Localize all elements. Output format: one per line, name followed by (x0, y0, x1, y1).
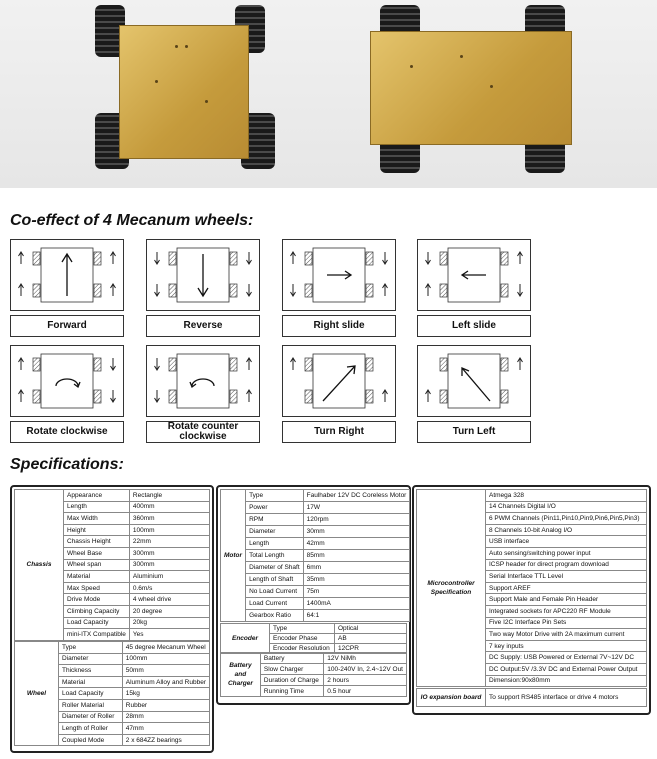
wheel-icon (230, 284, 237, 297)
spec-key: Diameter (59, 653, 123, 665)
move-diagram (282, 345, 396, 417)
spec-key: Battery (260, 653, 323, 664)
move-diagram-svg (11, 346, 123, 416)
wheel-direction-arrow (19, 284, 24, 296)
move-label: Right slide (282, 315, 396, 337)
spec-value: 20kg (129, 617, 209, 629)
move-diagram-svg (147, 346, 259, 416)
motor-spec-table (220, 489, 410, 622)
spec-value: 28mm (122, 711, 209, 723)
spec-key: Encoder Resolution (270, 644, 335, 654)
move-label: Forward (10, 315, 124, 337)
spec-key: Coupled Mode (59, 734, 123, 746)
wheel-direction-arrow (291, 284, 296, 296)
wheel-icon (366, 284, 373, 297)
spec-key: Power (246, 502, 304, 514)
spec-key: Type (59, 642, 123, 654)
spec-value: Aluminum Alloy and Rubber (122, 676, 209, 688)
spec-value: Rubber (122, 699, 209, 711)
robot-angled-view (95, 5, 285, 180)
spec-key: Diameter (246, 526, 304, 538)
wheel-direction-arrow (518, 252, 523, 264)
wheel-direction-arrow (247, 252, 252, 264)
spec-key: Max Speed (64, 582, 130, 594)
wheel-direction-arrow (426, 252, 431, 264)
spec-row (221, 526, 410, 538)
spec-key: Length (246, 538, 304, 550)
spec-row (221, 610, 410, 622)
spec-key: RPM (246, 514, 304, 526)
wheel-icon (33, 284, 40, 297)
spec-value: Aluminium (129, 571, 209, 583)
wheel-icon (501, 252, 508, 265)
spec-row (15, 642, 210, 654)
spec-key: Diameter of Shaft (246, 562, 304, 574)
wheel-icon (501, 358, 508, 371)
move-diagram (282, 239, 396, 311)
spec-value: 2 x 684ZZ bearings (122, 734, 209, 746)
spec-value: 400mm (129, 501, 209, 513)
wheel-icon (230, 252, 237, 265)
spec-key: Chassis Height (64, 536, 130, 548)
spec-row (221, 514, 410, 526)
spec-key: Total Length (246, 550, 304, 562)
move-label: Turn Right (282, 421, 396, 443)
spec-value: 42mm (303, 538, 410, 550)
spec-value: 360mm (129, 513, 209, 525)
robot-body-outline (313, 354, 365, 408)
wheel-direction-arrow (247, 284, 252, 296)
spec-value: 8 Channels 10-bit Analog I/O (486, 524, 647, 536)
wheel-icon (440, 358, 447, 371)
spec-value: 20 degree (129, 605, 209, 617)
spec-panel-motor (216, 485, 411, 705)
wheel-direction-arrow (19, 358, 24, 370)
wheel-direction-arrow (247, 358, 252, 370)
spec-row (221, 624, 407, 634)
spec-value: 300mm (129, 559, 209, 571)
wheel-icon (33, 390, 40, 403)
wheel-direction-arrow (155, 390, 160, 402)
wheel-icon (94, 358, 101, 371)
wheel-icon (33, 252, 40, 265)
spec-value: Support AREF (486, 582, 647, 594)
wheel-icon (33, 358, 40, 371)
wheel-icon (501, 284, 508, 297)
spec-key: Max Width (64, 513, 130, 525)
spec-value: 22mm (129, 536, 209, 548)
spec-row (417, 490, 647, 502)
spec-value: 30mm (303, 526, 410, 538)
wheel-direction-arrow (426, 284, 431, 296)
wheel-icon (366, 252, 373, 265)
move-diagram-svg (418, 346, 530, 416)
spec-value: Five I2C Interface Pin Sets (486, 617, 647, 629)
spec-group-label: Motor (221, 490, 246, 622)
wheel-icon (169, 390, 176, 403)
move-label: Turn Left (417, 421, 531, 443)
spec-value: 120rpm (303, 514, 410, 526)
wheel-direction-arrow (426, 390, 431, 402)
wheel-direction-arrow (155, 252, 160, 264)
spec-group-label: Encoder (221, 624, 270, 654)
wheel-direction-arrow (155, 284, 160, 296)
spec-value: 0.6m/s (129, 582, 209, 594)
wheel-direction-arrow (518, 358, 523, 370)
spec-value: 50mm (122, 665, 209, 677)
spec-value: Support Male and Female Pin Header (486, 594, 647, 606)
spec-key: Gearbox Ratio (246, 610, 304, 622)
spec-value: DC Supply: USB Powered or External 7V~12V DC (486, 652, 647, 664)
spec-value: 6 PWM Channels (Pin11,Pin10,Pin9,Pin6,Pin5,Pin3) (486, 513, 647, 525)
spec-value: Atmega 328 (486, 490, 647, 502)
spec-value: Optical (335, 624, 407, 634)
spec-value: 1400mA (303, 598, 410, 610)
spec-row (221, 562, 410, 574)
move-diagram-svg (418, 240, 530, 310)
spec-value: 100mm (122, 653, 209, 665)
move-diagram (10, 239, 124, 311)
spec-value: Serial Interface TTL Level (486, 571, 647, 583)
wheel-direction-arrow (111, 390, 116, 402)
spec-row (221, 586, 410, 598)
spec-row (417, 689, 647, 707)
wheel-icon (501, 390, 508, 403)
spec-value: 2 hours (324, 675, 407, 686)
spec-value: 64:1 (303, 610, 410, 622)
spec-value: Two way Motor Drive with 2A maximum current (486, 629, 647, 641)
chassis-spec-table (14, 489, 210, 641)
spec-key: Material (59, 676, 123, 688)
spec-value: Auto sensing/switching power input (486, 547, 647, 559)
spec-key: Wheel span (64, 559, 130, 571)
spec-key: Diameter of Roller (59, 711, 123, 723)
wheel-direction-arrow (383, 252, 388, 264)
spec-value: 14 Channels Digital I/O (486, 501, 647, 513)
move-diagram-svg (147, 240, 259, 310)
wheel-direction-arrow (383, 284, 388, 296)
wheel-direction-arrow (111, 252, 116, 264)
wheel-icon (366, 390, 373, 403)
spec-key: Load Capacity (64, 617, 130, 629)
specs-heading: Specifications: (10, 456, 124, 473)
spec-value: To support RS485 interface or drive 4 motors (486, 689, 647, 707)
wheel-icon (230, 390, 237, 403)
spec-value: 35mm (303, 574, 410, 586)
spec-value: DC Output:5V /3.3V DC and External Power Output (486, 663, 647, 675)
spec-key: Encoder Phase (270, 634, 335, 644)
spec-row (221, 538, 410, 550)
spec-key: No Load Current (246, 586, 304, 598)
product-photo-banner (0, 0, 657, 188)
spec-key: Length of Roller (59, 723, 123, 735)
wheel-direction-arrow (19, 390, 24, 402)
spec-group-label: IO expansion board (417, 689, 486, 707)
spec-row (221, 653, 407, 664)
robot-body-outline (448, 354, 500, 408)
move-diagram (10, 345, 124, 417)
wheel-icon (169, 252, 176, 265)
spec-value: 85mm (303, 550, 410, 562)
spec-key: Load Current (246, 598, 304, 610)
spec-value: 0.5 hour (324, 686, 407, 697)
move-label: Rotate counter clockwise (146, 421, 260, 443)
spec-key: Roller Material (59, 699, 123, 711)
spec-panel-controller (412, 485, 651, 715)
spec-value: USB interface (486, 536, 647, 548)
spec-value: Integrated sockets for APC220 RF Module (486, 605, 647, 617)
spec-value: 12V NiMh (324, 653, 407, 664)
spec-group-label: Chassis (15, 490, 64, 641)
spec-value: Rectangle (129, 490, 209, 502)
wheel-spec-table (14, 641, 210, 746)
spec-value: 15kg (122, 688, 209, 700)
spec-row (221, 502, 410, 514)
wheel-icon (94, 252, 101, 265)
spec-value: 300mm (129, 547, 209, 559)
robot-body-outline (41, 354, 93, 408)
move-diagram (146, 239, 260, 311)
controller-spec-table (416, 489, 647, 687)
spec-key: Type (270, 624, 335, 634)
spec-key: Appearance (64, 490, 130, 502)
spec-key: Length (64, 501, 130, 513)
spec-value: 100-240V In, 2.4~12V Out (324, 664, 407, 675)
spec-row (221, 598, 410, 610)
wheel-direction-arrow (19, 252, 24, 264)
robot-top-view (370, 5, 580, 180)
spec-value: AB (335, 634, 407, 644)
wheel-direction-arrow (155, 358, 160, 370)
move-diagram (417, 239, 531, 311)
spec-value: 7 key inputs (486, 640, 647, 652)
battery-spec-table (220, 652, 407, 697)
wheel-icon (305, 284, 312, 297)
spec-value: 47mm (122, 723, 209, 735)
move-label: Rotate clockwise (10, 421, 124, 443)
wheel-icon (305, 252, 312, 265)
move-label: Left slide (417, 315, 531, 337)
move-diagram-svg (11, 240, 123, 310)
spec-value: 12CPR (335, 644, 407, 654)
spec-group-label: Wheel (15, 642, 59, 746)
spec-key: mini-ITX Compatible (64, 629, 130, 641)
move-diagram-svg (283, 240, 395, 310)
move-label: Reverse (146, 315, 260, 337)
spec-key: Slow Charger (260, 664, 323, 675)
spec-key: Duration of Charge (260, 675, 323, 686)
spec-group-label: Microcontroller Specification (417, 490, 486, 687)
spec-row (15, 490, 210, 502)
spec-key: Climbing Capacity (64, 605, 130, 617)
move-diagram (417, 345, 531, 417)
move-diagram-svg (283, 346, 395, 416)
io-spec-table (416, 688, 647, 707)
spec-value: Dimension:90x80mm (486, 675, 647, 687)
wheel-icon (305, 358, 312, 371)
spec-value: 6mm (303, 562, 410, 574)
spec-group-label: Battery and Charger (221, 653, 261, 697)
spec-value: 75m (303, 586, 410, 598)
wheel-direction-arrow (291, 358, 296, 370)
spec-key: Drive Mode (64, 594, 130, 606)
wheel-direction-arrow (383, 390, 388, 402)
spec-value: 4 wheel drive (129, 594, 209, 606)
wheel-direction-arrow (247, 390, 252, 402)
wheel-icon (94, 284, 101, 297)
robot-body-outline (177, 354, 229, 408)
spec-key: Load Capacity (59, 688, 123, 700)
wheel-icon (440, 390, 447, 403)
wheel-icon (366, 358, 373, 371)
spec-key: Material (64, 571, 130, 583)
spec-value: 45 degree Mecanum Wheel (122, 642, 209, 654)
wheels-heading: Co-effect of 4 Mecanum wheels: (10, 212, 254, 229)
wheel-direction-arrow (111, 358, 116, 370)
wheel-icon (94, 390, 101, 403)
spec-key: Type (246, 490, 304, 502)
spec-value: Yes (129, 629, 209, 641)
wheel-direction-arrow (111, 284, 116, 296)
spec-key: Wheel Base (64, 547, 130, 559)
encoder-spec-table (220, 623, 407, 654)
wheel-direction-arrow (518, 284, 523, 296)
wheel-icon (440, 284, 447, 297)
spec-key: Running Time (260, 686, 323, 697)
wheel-icon (440, 252, 447, 265)
spec-key: Length of Shaft (246, 574, 304, 586)
spec-row (221, 490, 410, 502)
spec-value: 100mm (129, 524, 209, 536)
spec-row (221, 574, 410, 586)
spec-value: 17W (303, 502, 410, 514)
wheel-icon (305, 390, 312, 403)
spec-key: Thickness (59, 665, 123, 677)
move-diagram (146, 345, 260, 417)
spec-value: ICSP header for direct program download (486, 559, 647, 571)
spec-row (221, 550, 410, 562)
spec-key: Height (64, 524, 130, 536)
spec-panel-chassis-wheel (10, 485, 214, 753)
spec-value: Faulhaber 12V DC Coreless Motor (303, 490, 410, 502)
wheel-icon (169, 358, 176, 371)
wheel-direction-arrow (291, 252, 296, 264)
wheel-icon (169, 284, 176, 297)
wheel-icon (230, 358, 237, 371)
